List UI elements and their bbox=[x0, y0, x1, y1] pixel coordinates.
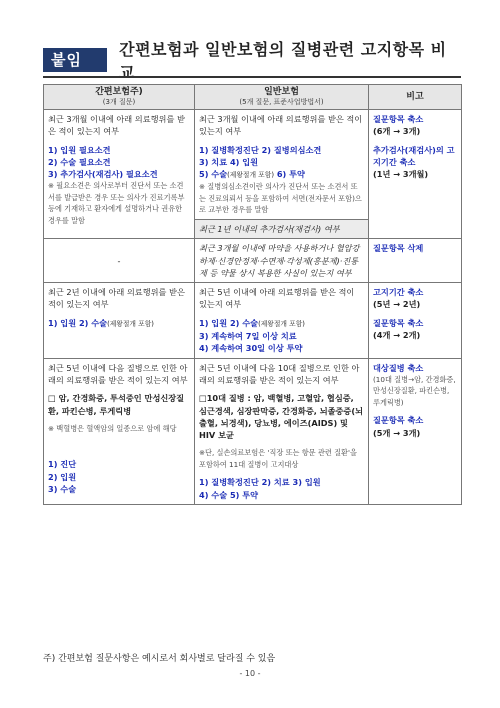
row4-remark-detail: (10대 질병→암, 간경화증, 만성신장질환, 파킨슨병, 루게릭병) bbox=[373, 374, 456, 407]
table-header-row bbox=[44, 85, 462, 110]
table-row bbox=[44, 239, 462, 283]
row1-general-subrow: 최근 1년 이내의 추가검사(재검사) 여부 bbox=[195, 219, 369, 238]
row2-remark-label: 질문항목 삭제 bbox=[373, 243, 424, 254]
row4-simple-item: 3) 수술 bbox=[48, 483, 77, 494]
row4-remark-label: 질문항목 축소 bbox=[373, 415, 424, 426]
row1-general-intro: 최근 3개월 이내에 아래 의료행위를 받은 적이 있는지 여부 bbox=[199, 114, 363, 137]
row4-general-cell bbox=[195, 358, 369, 504]
row1-simple-note: ※ 필요소견은 의사로부터 진단서 또는 소견서를 발급받은 경우 또는 의사가 진료기록부 등에 기재하고 환자에게 설명하거나 권유한 경우를 말함 bbox=[48, 181, 185, 225]
row3-simple-intro: 최근 2년 이내에 아래 의료행위를 받은 적이 있는지 여부 bbox=[48, 287, 185, 310]
row1-general-medication: 6) 투약 bbox=[273, 169, 305, 180]
row3-simple-cell bbox=[44, 283, 195, 358]
row1-remark-label: 추가검사(재검사)의 고지기간 축소 bbox=[373, 144, 455, 167]
footnote: 주) 간편보험 질문사항은 예시로서 회사별로 달라질 수 있음 bbox=[43, 654, 276, 664]
row3-simple-item: 1) 입원 2) 수술 bbox=[48, 317, 108, 328]
header-remark-title: 비고 bbox=[406, 91, 424, 102]
row1-general-line bbox=[199, 168, 364, 181]
header-simple bbox=[44, 85, 195, 110]
row1-simple-cell bbox=[44, 110, 195, 239]
row4-general-intro: 최근 5년 이내에 다음 10대 질병으로 인한 아래의 의료행위를 받은 적이 있는지 여부 bbox=[199, 362, 360, 385]
row1-remark-detail: (1년 → 3개월) bbox=[373, 169, 429, 180]
row2-simple-cell: - bbox=[44, 239, 195, 283]
row1-remark-label: 질문항목 축소 bbox=[373, 114, 424, 124]
row1-simple-item: 2) 수술 필요소견 bbox=[48, 156, 111, 167]
row4-remark-cell bbox=[369, 358, 462, 504]
row4-general-line: 1) 질병확정진단 2) 치료 3) 입원 bbox=[199, 477, 321, 488]
row1-general-surgery: 5) 수술 bbox=[199, 169, 228, 180]
row3-general-line: 4) 계속하여 30일 이상 투약 bbox=[199, 343, 303, 354]
row1-general-line: 3) 치료 4) 입원 bbox=[199, 156, 259, 167]
header-simple-sub: (3개 질문) bbox=[102, 98, 136, 106]
row1-general-cell bbox=[195, 110, 369, 220]
table-row bbox=[44, 283, 462, 358]
row1-general-line: 1) 질병확정진단 2) 질병의심소견 bbox=[199, 144, 322, 155]
row3-remark-label: 고지기간 축소 bbox=[373, 287, 424, 298]
header-remark bbox=[369, 85, 462, 110]
row3-general-intro: 최근 5년 이내에 아래 의료행위를 받은 적이 있는지 여부 bbox=[199, 287, 355, 310]
row1-simple-item: 3) 추가검사(재검사) 필요소견 bbox=[48, 169, 158, 180]
row3-remark-detail: (4개 → 2개) bbox=[373, 330, 421, 341]
row4-simple-item: 2) 입원 bbox=[48, 471, 77, 482]
row1-remark-cell bbox=[369, 110, 462, 239]
row1-simple-intro: 최근 3개월 이내에 아래 의료행위를 받은 적이 있는지 여부 bbox=[48, 114, 185, 137]
row3-remark-label: 질문항목 축소 bbox=[373, 317, 424, 328]
header-general bbox=[195, 85, 369, 110]
row4-general-line: 4) 수술 5) 투약 bbox=[199, 489, 259, 500]
row1-remark-detail: (6개 → 3개) bbox=[373, 126, 421, 137]
row3-simple-csection: (제왕절개 포함) bbox=[107, 319, 154, 328]
row4-simple-cell bbox=[44, 358, 195, 504]
row2-general-cell: 최근 3개월 이내에 마약을 사용하거나 혈압강하제·신경안정제·수면제·각성제(흥분제)·진통제 등 약물 상시 복용한 사실이 있는지 여부 bbox=[195, 239, 369, 283]
row1-simple-item: 1) 입원 필요소견 bbox=[48, 144, 111, 155]
header-simple-title: 간편보험주) bbox=[95, 87, 143, 97]
page-title: 간편보험과 일반보험의 질병관련 고지항목 비교 bbox=[119, 40, 447, 82]
row4-simple-diseases: □ 암, 간경화증, 투석중인 만성신장질환, 파킨슨병, 루게릭병 bbox=[48, 393, 185, 416]
row1-general-csection: (제왕절개 포함) bbox=[227, 171, 274, 180]
row3-simple-items bbox=[48, 317, 190, 330]
row3-general-line: 3) 계속하여 7일 이상 치료 bbox=[199, 331, 297, 342]
row4-remark-detail: (5개 → 3개) bbox=[373, 427, 421, 438]
comparison-table bbox=[43, 84, 462, 505]
page-number: - 10 - bbox=[239, 669, 261, 678]
row4-simple-note: ※ 백혈병은 혈액암의 일종으로 암에 해당 bbox=[48, 423, 177, 433]
row3-general-line bbox=[199, 317, 364, 330]
header-general-title: 일반보험 bbox=[264, 87, 299, 97]
row4-general-note: ※단, 실손의료보험은 '직장 또는 항문 관련 질환'을 포함하여 11대 질병이 고지대상 bbox=[199, 448, 357, 469]
row3-remark-cell bbox=[369, 283, 462, 358]
row3-general-item: 1) 입원 2) 수술 bbox=[199, 317, 259, 328]
row4-general-diseases: □10대 질병 : 암, 백혈병, 고혈압, 협심증, 심근경색, 심장판막증, 간경화증, 뇌졸중증(뇌출혈, 뇌경색), 당뇨병, 에이즈(AIDS) 및 HIV 보균 bbox=[199, 393, 363, 441]
row4-simple-intro: 최근 5년 이내에 다음 질병으로 인한 아래의 의료행위를 받은 적이 있는지 여부 bbox=[48, 362, 188, 385]
row3-general-cell bbox=[195, 283, 369, 358]
row4-simple-item: 1) 진단 bbox=[48, 459, 77, 470]
header-general-sub: (5개 질문, 표준사업방법서) bbox=[239, 98, 324, 106]
table-row bbox=[44, 110, 462, 220]
document-header bbox=[43, 40, 459, 82]
attachment-badge: 붙임 bbox=[43, 48, 107, 72]
row1-general-note: ※ 질병의심소견이란 의사가 진단서 또는 소견서 또는 진료의뢰서 등을 포함하여 서면(전자문서 포함)으로 교부한 경우를 말함 bbox=[199, 182, 362, 215]
row2-remark-cell bbox=[369, 239, 462, 283]
row3-remark-detail: (5년 → 2년) bbox=[373, 299, 421, 310]
title-divider bbox=[43, 76, 461, 78]
row3-general-csection: (제왕절개 포함) bbox=[258, 319, 305, 328]
row4-remark-label: 대상질병 축소 bbox=[373, 362, 424, 373]
table-row bbox=[44, 358, 462, 504]
